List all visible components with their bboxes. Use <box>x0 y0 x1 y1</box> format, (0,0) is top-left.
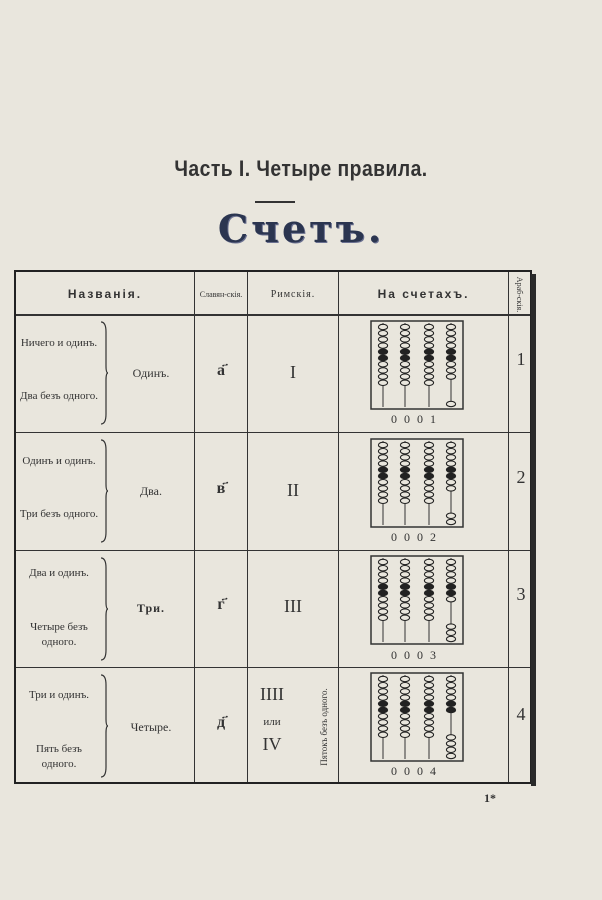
row-name: Два. <box>139 484 163 498</box>
row-roman-or: или <box>263 716 281 728</box>
column-divider <box>338 272 339 782</box>
page-number: 1* <box>484 791 496 805</box>
abacus-bead <box>400 676 409 681</box>
abacus-bead <box>378 337 387 342</box>
abacus-bead <box>446 486 455 491</box>
abacus-bead <box>400 324 409 329</box>
abacus-bead <box>378 455 387 460</box>
abacus-bead <box>400 343 409 348</box>
abacus-bead <box>400 449 409 454</box>
abacus-bead <box>424 349 433 354</box>
abacus-bead <box>424 584 433 589</box>
abacus-bead <box>424 380 433 385</box>
abacus-bead <box>446 401 455 406</box>
abacus-bead <box>400 720 409 725</box>
abacus-bead <box>446 572 455 577</box>
abacus-bead <box>424 609 433 614</box>
row-desc-2: Пять безъ одного. <box>36 743 82 770</box>
column-divider <box>194 272 195 782</box>
abacus-bead <box>424 559 433 564</box>
abacus-bead <box>424 368 433 373</box>
abacus-bead <box>378 349 387 354</box>
header-slavonic: Славян-скія. <box>199 289 243 299</box>
header-names: Названія. <box>67 287 143 301</box>
abacus-bead <box>424 707 433 712</box>
abacus-bead <box>378 603 387 608</box>
abacus-bead <box>446 331 455 336</box>
row-arabic: 3 <box>516 584 526 604</box>
row-name: Три. <box>136 601 166 615</box>
abacus-bead <box>400 374 409 379</box>
abacus-bead <box>378 355 387 360</box>
abacus-bead <box>424 578 433 583</box>
abacus-bead <box>446 473 455 478</box>
abacus-bead <box>424 355 433 360</box>
abacus-bead <box>424 689 433 694</box>
abacus-bead <box>446 349 455 354</box>
row-roman-note <box>314 688 334 766</box>
abacus-bead <box>446 683 455 688</box>
abacus-bead <box>446 374 455 379</box>
abacus-bead <box>424 324 433 329</box>
abacus-bead <box>400 597 409 602</box>
main-title: Счетъ. <box>217 206 385 251</box>
abacus-bead <box>378 473 387 478</box>
abacus-beads <box>371 439 463 527</box>
abacus-bead <box>378 442 387 447</box>
abacus-bead <box>400 498 409 503</box>
abacus-bead <box>446 455 455 460</box>
abacus-bead <box>378 480 387 485</box>
abacus-bead <box>400 689 409 694</box>
abacus-bead <box>400 584 409 589</box>
row-name: Четыре. <box>130 720 172 734</box>
abacus-bead <box>424 720 433 725</box>
abacus-bead <box>424 732 433 737</box>
abacus-bead <box>378 498 387 503</box>
abacus-bead <box>378 324 387 329</box>
abacus-bead <box>400 615 409 620</box>
abacus-bead <box>400 349 409 354</box>
abacus-bead <box>400 362 409 367</box>
abacus-bead <box>378 368 387 373</box>
row-desc-2: Три безъ одного. <box>19 508 99 520</box>
abacus-bead <box>424 331 433 336</box>
abacus-bead <box>400 707 409 712</box>
abacus-bead <box>400 701 409 706</box>
abacus-bead <box>424 726 433 731</box>
row-roman: III <box>284 596 302 616</box>
row-slavonic: д҃ <box>216 714 226 731</box>
abacus-bead <box>446 584 455 589</box>
abacus-bead <box>400 683 409 688</box>
abacus-bead <box>378 726 387 731</box>
abacus-bead <box>424 683 433 688</box>
row-desc-2: Два безъ одного. <box>20 390 98 402</box>
row-arabic: 4 <box>516 704 526 724</box>
abacus-bead <box>424 449 433 454</box>
abacus-bead <box>400 492 409 497</box>
abacus-bead <box>400 331 409 336</box>
brace-icon <box>100 320 108 426</box>
abacus-bead <box>446 480 455 485</box>
abacus-bead <box>446 695 455 700</box>
abacus-bead <box>446 368 455 373</box>
abacus-bead <box>378 486 387 491</box>
abacus-bead <box>378 566 387 571</box>
abacus-bead <box>400 559 409 564</box>
abacus-bead <box>424 566 433 571</box>
abacus-icon <box>370 438 464 530</box>
abacus-bead <box>378 590 387 595</box>
abacus-bead <box>378 714 387 719</box>
abacus-bead <box>400 480 409 485</box>
abacus-icon <box>370 320 464 412</box>
abacus-bead <box>400 714 409 719</box>
abacus-bead <box>424 603 433 608</box>
abacus-bead <box>400 590 409 595</box>
abacus-bead <box>378 720 387 725</box>
abacus-bead <box>400 695 409 700</box>
abacus-bead <box>446 467 455 472</box>
abacus-bead <box>446 578 455 583</box>
abacus-bead <box>424 467 433 472</box>
abacus-bead <box>424 590 433 595</box>
roman-note-text: Пятокъ безъ одного. <box>319 688 329 766</box>
row-slavonic: в҃ <box>216 480 226 497</box>
abacus-bead <box>424 337 433 342</box>
abacus-bead <box>424 362 433 367</box>
brace-icon <box>100 556 108 662</box>
row-desc-2: Четыре безъ одного. <box>30 621 88 648</box>
row-name: Одинъ. <box>132 366 170 380</box>
row-divider <box>16 667 530 668</box>
abacus-bead <box>446 590 455 595</box>
row-divider <box>16 550 530 551</box>
abacus-bead <box>400 578 409 583</box>
abacus-bead <box>400 572 409 577</box>
part-title: Часть I. Четыре правила. <box>174 156 428 181</box>
abacus-bead <box>446 324 455 329</box>
abacus-bead <box>378 380 387 385</box>
abacus-icon <box>370 555 464 647</box>
abacus-bead <box>446 519 455 524</box>
row-roman-alt: IV <box>262 734 282 754</box>
abacus-bead <box>424 572 433 577</box>
abacus-bead <box>424 455 433 460</box>
abacus-bead <box>446 701 455 706</box>
abacus-bead <box>424 492 433 497</box>
abacus-bead <box>424 486 433 491</box>
abacus-beads <box>371 321 463 409</box>
row-arabic: 2 <box>516 467 526 487</box>
abacus-bead <box>446 689 455 694</box>
abacus-bead <box>400 380 409 385</box>
abacus-bead <box>424 374 433 379</box>
abacus-bead <box>378 609 387 614</box>
abacus-digits: 0003 <box>391 648 443 662</box>
abacus-bead <box>424 676 433 681</box>
row-slavonic: а҃ <box>217 362 225 379</box>
abacus-bead <box>424 714 433 719</box>
abacus-bead <box>446 597 455 602</box>
row-roman: II <box>287 480 299 500</box>
abacus-bead <box>378 492 387 497</box>
abacus-bead <box>378 695 387 700</box>
abacus-bead <box>378 449 387 454</box>
abacus-bead <box>400 732 409 737</box>
abacus-bead <box>446 449 455 454</box>
abacus-bead <box>424 597 433 602</box>
abacus-bead <box>400 337 409 342</box>
row-divider <box>16 432 530 433</box>
abacus-bead <box>446 676 455 681</box>
column-divider <box>508 272 509 782</box>
abacus-bead <box>446 707 455 712</box>
brace-icon <box>100 673 108 779</box>
abacus-bead <box>424 473 433 478</box>
row-desc-1: Два и одинъ. <box>29 567 89 579</box>
abacus-beads <box>371 556 463 644</box>
abacus-bead <box>378 572 387 577</box>
abacus-bead <box>446 636 455 641</box>
row-roman: IIII <box>260 684 284 704</box>
abacus-bead <box>446 566 455 571</box>
abacus-bead <box>378 331 387 336</box>
abacus-bead <box>400 467 409 472</box>
abacus-bead <box>378 683 387 688</box>
abacus-bead <box>400 442 409 447</box>
abacus-bead <box>424 498 433 503</box>
abacus-bead <box>446 362 455 367</box>
header-roman: Римскія. <box>270 288 316 300</box>
abacus-bead <box>378 689 387 694</box>
abacus-bead <box>378 676 387 681</box>
row-desc-1: Три и одинъ. <box>28 689 90 701</box>
abacus-bead <box>446 559 455 564</box>
column-divider <box>247 272 248 782</box>
row-divider <box>16 314 530 316</box>
abacus-beads <box>371 673 463 761</box>
brace-icon <box>100 438 108 544</box>
abacus-bead <box>378 597 387 602</box>
abacus-bead <box>378 707 387 712</box>
abacus-bead <box>446 513 455 518</box>
abacus-bead <box>400 566 409 571</box>
abacus-bead <box>424 461 433 466</box>
abacus-icon <box>370 672 464 764</box>
abacus-bead <box>446 735 455 740</box>
header-abacus: На счетахъ. <box>377 287 470 301</box>
title-rule <box>255 201 295 203</box>
abacus-bead <box>378 461 387 466</box>
abacus-bead <box>400 355 409 360</box>
abacus-bead <box>378 362 387 367</box>
abacus-bead <box>378 701 387 706</box>
abacus-digits: 0002 <box>391 530 443 544</box>
abacus-bead <box>424 701 433 706</box>
abacus-bead <box>378 374 387 379</box>
abacus-bead <box>446 355 455 360</box>
abacus-bead <box>446 741 455 746</box>
abacus-bead <box>446 343 455 348</box>
row-desc-1: Одинъ и одинъ. <box>22 455 96 467</box>
row-desc-1: Ничего и одинъ. <box>20 337 98 349</box>
abacus-bead <box>446 461 455 466</box>
abacus-bead <box>424 615 433 620</box>
abacus-bead <box>424 695 433 700</box>
abacus-bead <box>378 559 387 564</box>
abacus-digits: 0004 <box>391 764 443 778</box>
abacus-bead <box>378 732 387 737</box>
abacus-bead <box>400 368 409 373</box>
row-slavonic: г҃ <box>217 596 225 613</box>
abacus-bead <box>446 753 455 758</box>
abacus-bead <box>446 442 455 447</box>
abacus-bead <box>400 726 409 731</box>
abacus-bead <box>400 609 409 614</box>
header-arabic-label: Араб-скія. <box>515 276 525 312</box>
abacus-bead <box>378 615 387 620</box>
abacus-bead <box>400 473 409 478</box>
row-arabic: 1 <box>516 349 526 369</box>
abacus-bead <box>446 630 455 635</box>
abacus-bead <box>446 747 455 752</box>
abacus-bead <box>446 624 455 629</box>
abacus-bead <box>378 467 387 472</box>
header-arabic <box>509 274 531 314</box>
abacus-bead <box>400 603 409 608</box>
abacus-bead <box>378 343 387 348</box>
abacus-bead <box>400 455 409 460</box>
abacus-bead <box>378 578 387 583</box>
abacus-bead <box>400 461 409 466</box>
abacus-digits: 0001 <box>391 412 443 426</box>
abacus-bead <box>424 343 433 348</box>
abacus-bead <box>400 486 409 491</box>
abacus-bead <box>424 442 433 447</box>
abacus-bead <box>424 480 433 485</box>
abacus-bead <box>446 337 455 342</box>
row-roman: I <box>290 362 296 382</box>
abacus-bead <box>378 584 387 589</box>
